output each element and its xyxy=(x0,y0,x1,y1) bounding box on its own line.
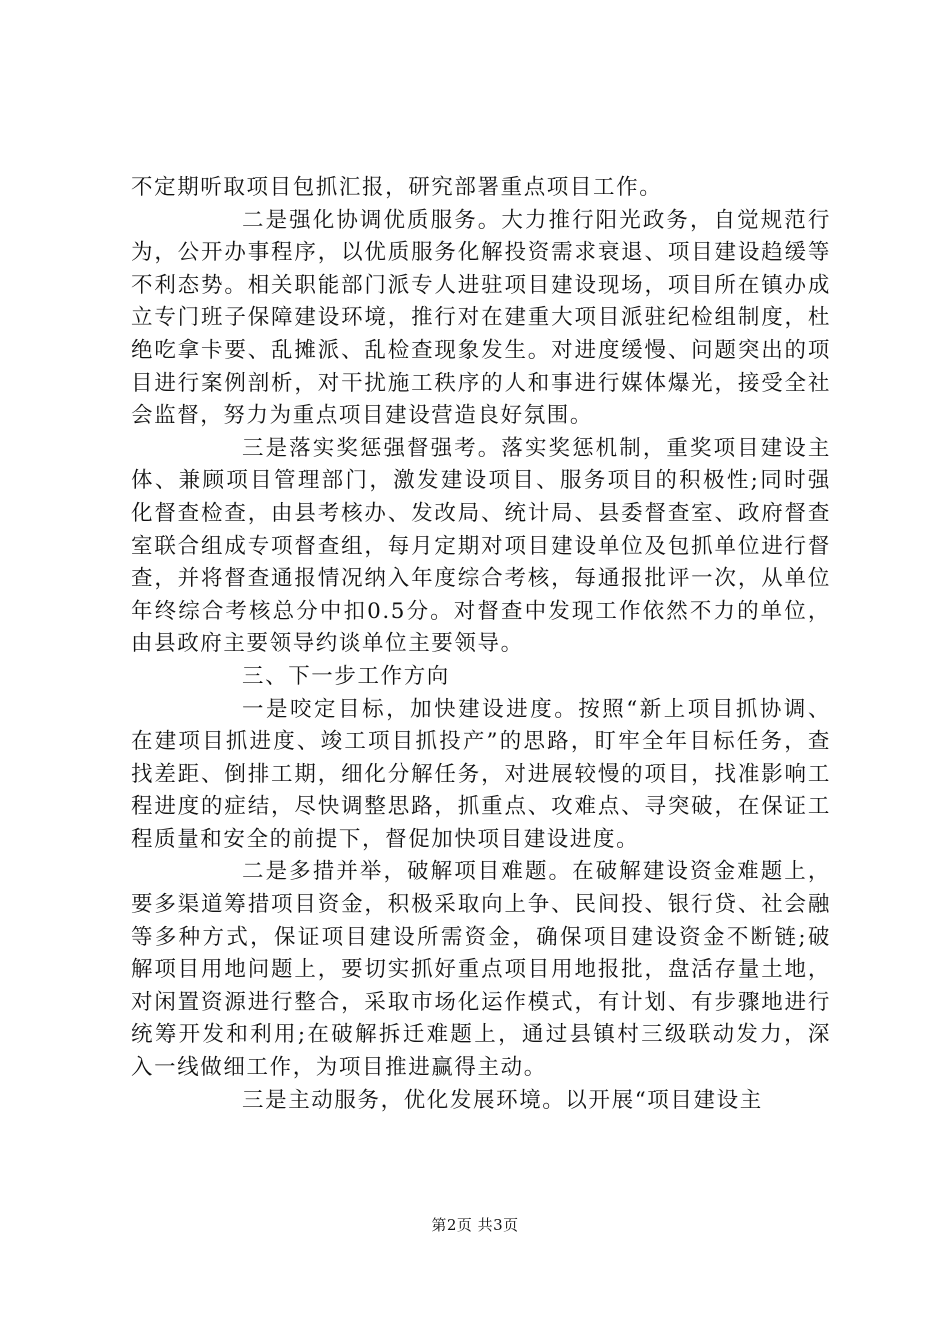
page-number-footer: 第2页 共3页 xyxy=(431,1216,519,1234)
paragraph-coordination-service: 二是强化协调优质服务。大力推行阳光政务，自觉规范行为，公开办事程序，以优质服务化解投资需求衰退、项目建设趋缓等不利态势。相关职能部门派专人进驻项目建设现场，项目所在镇办成立专门班子保障建设环境，推行对在建重大项目派驻纪检组制度，杜绝吃拿卡要、乱摊派、乱检查现象发生。对进度缓慢、问题突出的项目进行案例剖析，对干扰施工秩序的人和事进行媒体爆光，接受全社会监督，努力为重点项目建设营造良好氛围。 xyxy=(131,207,831,429)
section-heading-next-steps: 三、下一步工作方向 xyxy=(242,663,450,689)
paragraph-target-progress: 一是咬定目标，加快建设进度。按照“新上项目抓协调、在建项目抓进度、竣工项目抓投产”的思路，盯牢全年目标任务，查找差距、倒排工期，细化分解任务，对进展较慢的项目，找准影响工程进度的症结，尽快调整思路，抓重点、攻难点、寻突破，在保证工程质量和安全的前提下，督促加快项目建设进度。 xyxy=(131,696,831,852)
paragraph-continuation: 不定期听取项目包抓汇报，研究部署重点项目工作。 xyxy=(131,175,663,200)
paragraph-rewards-supervision: 三是落实奖惩强督强考。落实奖惩机制，重奖项目建设主体、兼顾项目管理部门，激发建设项目、服务项目的积极性;同时强化督查检查，由县考核办、发改局、统计局、县委督查室、政府督查室联合组成专项督查组，每月定期对项目建设单位及包抓单位进行督查，并将督查通报情况纳入年度综合考核，每通报批评一次，从单位年终综合考核总分中扣0.5分。对督查中发现工作依然不力的单位，由县政府主要领导约谈单位主要领导。 xyxy=(131,435,831,657)
paragraph-active-service: 三是主动服务，优化发展环境。以开展“项目建设主 xyxy=(242,1087,763,1113)
document-body xyxy=(131,172,831,1117)
paragraph-solve-problems: 二是多措并举，破解项目难题。在破解建设资金难题上，要多渠道筹措项目资金，积极采取向上争、民间投、银行贷、社会融等多种方式，保证项目建设所需资金，确保项目建设资金不断链;破解项目用地问题上，要切实抓好重点项目用地报批，盘活存量土地，对闲置资源进行整合，采取市场化运作模式，有计划、有步骤地进行统筹开发和利用;在破解拆迁难题上，通过县镇村三级联动发力，深入一线做细工作，为项目推进赢得主动。 xyxy=(131,859,831,1081)
